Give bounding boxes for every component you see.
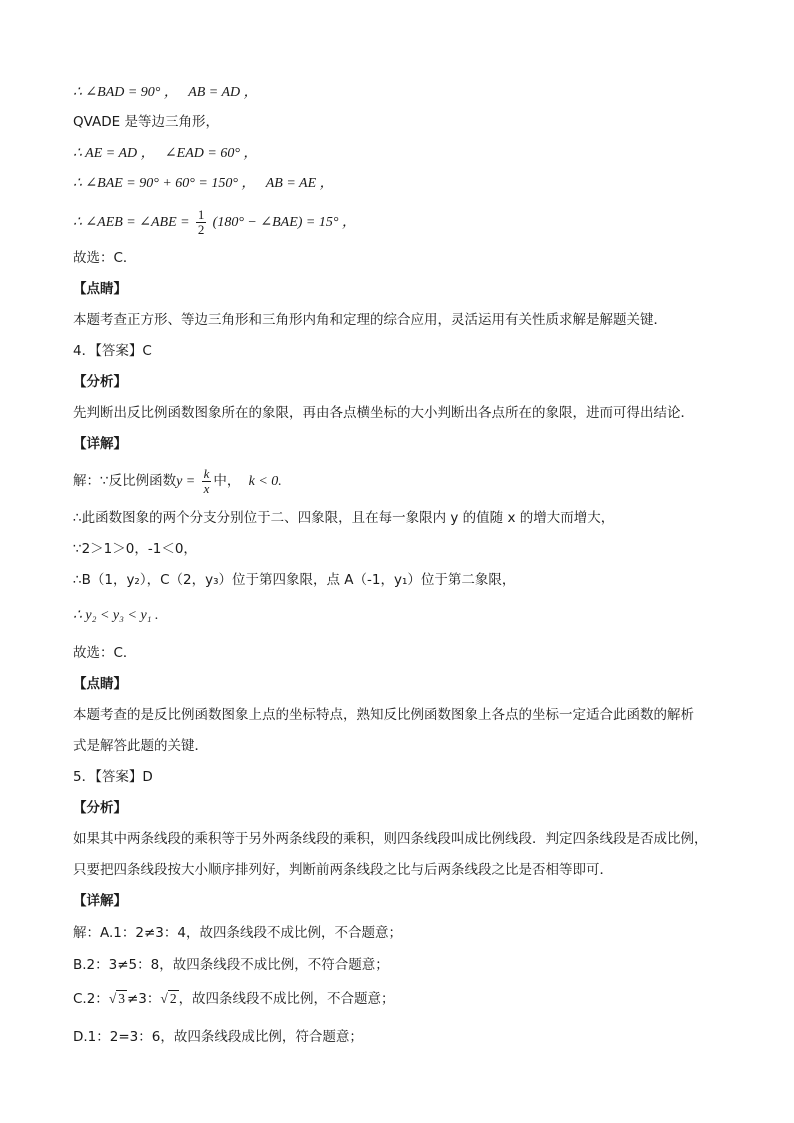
answer-choice-c-q4: 故选：C． <box>73 645 137 661</box>
line-equilateral: QVADE 是等边三角形， <box>73 114 219 130</box>
math-ae-ad: ∴ AE = AD ， <box>73 146 155 161</box>
section-heading-detail-q5: 【详解】 <box>73 893 127 909</box>
option-c-detail <box>73 989 395 1009</box>
option-c-suffix: ，故四条线段不成比例，不合题意； <box>178 991 395 1007</box>
fraction-one-half <box>196 208 207 237</box>
section-heading-review: 【点睛】 <box>73 281 127 297</box>
review-text-q3: 本题考查正方形、等边三角形和三角形内角和定理的综合应用，灵活运用有关性质求解是解题关键． <box>73 312 667 328</box>
line-comparison: ∵2＞1＞0，-1＜0， <box>73 541 197 557</box>
radicand-three: 3 <box>118 991 125 1006</box>
section-heading-analysis-q5: 【分析】 <box>73 800 127 816</box>
line-quadrants: ∴此函数图象的两个分支分别位于二、四象限，且在每一象限内 y 的值随 x 的增大而增大， <box>73 510 615 526</box>
math-result-15: (180° − ∠BAE) = 15° ， <box>212 215 356 230</box>
fraction-denominator: 2 <box>197 221 205 237</box>
line-inverse-function <box>73 465 282 498</box>
analysis-text-q5-line2: 只要把四条线段按大小顺序排列好，判断前两条线段之比与后两条线段之比是否相等即可． <box>73 862 613 878</box>
option-c-middle: ≠3： <box>126 991 161 1007</box>
fraction-k-over-x <box>202 467 212 496</box>
fraction-numerator: 1 <box>197 206 205 222</box>
option-d-detail: D.1：2=3：6，故四条线段成比例，符合题意； <box>73 1029 363 1045</box>
sqrt-two: √ 2 <box>160 991 177 1006</box>
sqrt-three: √ 3 <box>108 991 125 1006</box>
analysis-text-q4: 先判断出反比例函数图象所在的象限，再由各点横坐标的大小判断出各点所在的象限，进而可得出结论． <box>73 405 694 421</box>
math-ab-ad: AB = AD ， <box>188 85 258 100</box>
solution-prefix: 解：∵反比例函数 <box>73 473 177 489</box>
line-angle-bad <box>73 82 258 103</box>
answer-choice-c-q3: 故选：C． <box>73 250 137 266</box>
math-angle-ead: ∠EAD = 60° ， <box>164 146 258 161</box>
fraction-numerator: k <box>203 465 210 481</box>
math-angle-aeb: ∴ ∠AEB = ∠ABE = <box>73 215 190 230</box>
math-k-less-zero: k < 0. <box>248 474 282 489</box>
text-zhong: 中， <box>213 473 241 489</box>
math-ab-ae: AB = AE ， <box>265 176 334 191</box>
review-text-q4-line2: 式是解答此题的关键． <box>73 738 208 754</box>
line-y-order: ∴ y₂ < y₃ < y₁ . <box>73 608 159 623</box>
math-angle-bad: ∴ ∠BAD = 90° ， <box>73 85 178 100</box>
option-c-prefix: C.2： <box>73 991 109 1007</box>
fraction-denominator: x <box>203 480 210 496</box>
line-ae-ad <box>73 143 257 164</box>
review-text-q4-line1: 本题考查的是反比例函数图象上点的坐标特点，熟知反比例函数图象上各点的坐标一定适合此函数的解析 <box>73 707 694 723</box>
question-4-answer: 4．【答案】C <box>73 343 152 359</box>
math-angle-bae: ∴ ∠BAE = 90° + 60° = 150° ， <box>73 176 256 191</box>
question-5-answer: 5．【答案】D <box>73 769 153 785</box>
line-points-quadrant: ∴B（1，y₂），C（2，y₃）位于第四象限，点 A（-1，y₁）位于第二象限， <box>73 572 516 588</box>
option-a-detail: 解：A.1：2≠3：4，故四条线段不成比例，不合题意； <box>73 925 402 941</box>
section-heading-review-q4: 【点睛】 <box>73 676 127 692</box>
line-angle-bae <box>73 173 334 194</box>
section-heading-detail: 【详解】 <box>73 436 127 452</box>
radicand-two: 2 <box>169 991 177 1006</box>
math-y-equals: y = <box>176 474 196 489</box>
analysis-text-q5-line1: 如果其中两条线段的乘积等于另外两条线段的乘积，则四条线段叫成比例线段．判定四条线段是否成比例， <box>73 831 708 847</box>
line-angle-aeb <box>73 207 356 238</box>
option-b-detail: B.2：3≠5：8，故四条线段不成比例，不符合题意； <box>73 957 389 973</box>
section-heading-analysis: 【分析】 <box>73 374 127 390</box>
